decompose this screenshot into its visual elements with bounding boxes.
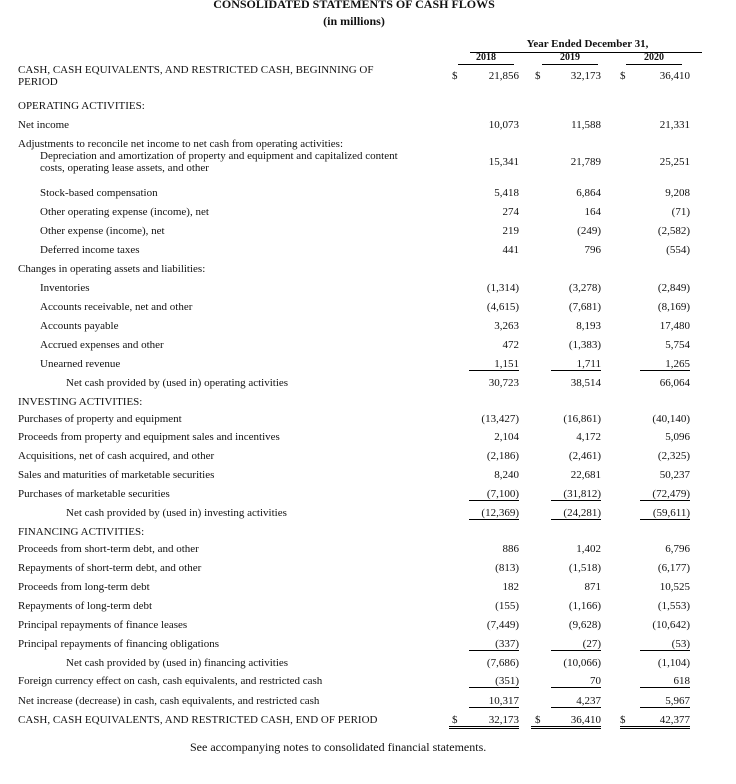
- column-header-2020: 2020: [626, 52, 682, 65]
- value-2020: 5,967: [640, 695, 690, 708]
- value-2018: 15,341: [488, 156, 519, 168]
- value-2019: (27): [551, 638, 601, 651]
- value-2019: 32,173: [570, 70, 601, 82]
- value-2020: 1,265: [640, 358, 690, 371]
- value-2020: 36,410: [659, 70, 690, 82]
- table-row: [0, 64, 736, 88]
- value-2019: (1,166): [568, 600, 601, 612]
- value-2020: (10,642): [652, 619, 690, 631]
- currency-symbol: $: [620, 70, 626, 82]
- value-2019: 36,410: [531, 714, 601, 729]
- row-label: Other expense (income), net: [40, 225, 165, 237]
- table-row: [0, 301, 736, 319]
- row-label: FINANCING ACTIVITIES:: [18, 526, 145, 538]
- value-2019: (2,461): [568, 450, 601, 462]
- value-2018: 1,151: [469, 358, 519, 371]
- table-row: [0, 320, 736, 338]
- row-label: Accounts receivable, net and other: [40, 301, 193, 313]
- column-header-2019: 2019: [542, 52, 598, 65]
- value-2018: (4,615): [486, 301, 519, 313]
- value-2020: (71): [671, 206, 690, 218]
- table-row: [0, 263, 736, 281]
- table-row: [0, 206, 736, 224]
- table-row: [0, 413, 736, 431]
- currency-symbol: $: [535, 714, 541, 726]
- table-row: [0, 431, 736, 449]
- value-2019: 1,711: [551, 358, 601, 371]
- value-2020: 42,377: [620, 714, 690, 729]
- value-2018: (13,427): [481, 413, 519, 425]
- table-row: [0, 543, 736, 561]
- value-2019: 164: [584, 206, 601, 218]
- value-2020: 5,096: [665, 431, 690, 443]
- value-2018: (7,100): [469, 488, 519, 501]
- value-2020: (1,553): [657, 600, 690, 612]
- table-row: [0, 657, 736, 675]
- value-2018: 5,418: [494, 187, 519, 199]
- row-label: Purchases of marketable securities: [18, 488, 170, 500]
- value-2019: (7,681): [568, 301, 601, 313]
- table-row: [0, 119, 736, 137]
- row-label: Foreign currency effect on cash, cash equivalents, and restricted cash: [18, 675, 323, 687]
- value-2019: 796: [584, 244, 601, 256]
- row-label: Purchases of property and equipment: [18, 413, 182, 425]
- row-label: Unearned revenue: [40, 358, 121, 370]
- value-2020: (554): [666, 244, 690, 256]
- value-2020: 17,480: [659, 320, 690, 332]
- value-2019: 4,172: [576, 431, 601, 443]
- row-label: Stock-based compensation: [40, 187, 158, 199]
- table-row: [0, 581, 736, 599]
- value-2018: 886: [502, 543, 519, 555]
- value-2020: (2,325): [657, 450, 690, 462]
- row-label: Principal repayments of financing obligations: [18, 638, 220, 650]
- column-header-2018: 2018: [458, 52, 514, 65]
- value-2020: (72,479): [640, 488, 690, 501]
- value-2018: 21,856: [488, 70, 519, 82]
- row-label: Proceeds from long-term debt: [18, 581, 150, 593]
- value-2018: 8,240: [494, 469, 519, 481]
- value-2020: 10,525: [659, 581, 690, 593]
- value-2019: 38,514: [570, 377, 601, 389]
- row-label: Changes in operating assets and liabilities:: [18, 263, 206, 275]
- value-2018: 10,073: [488, 119, 519, 131]
- table-row: [0, 526, 736, 544]
- value-2020: (6,177): [657, 562, 690, 574]
- row-label: Repayments of short-term debt, and other: [18, 562, 202, 574]
- value-2018: 472: [502, 339, 519, 351]
- value-2018: (7,449): [486, 619, 519, 631]
- value-2020: (40,140): [652, 413, 690, 425]
- table-row: [0, 339, 736, 357]
- row-label: Repayments of long-term debt: [18, 600, 153, 612]
- value-2019: 871: [584, 581, 601, 593]
- value-2020: 6,796: [665, 543, 690, 555]
- value-2018: 3,263: [494, 320, 519, 332]
- row-label: Acquisitions, net of cash acquired, and other: [18, 450, 215, 462]
- value-2019: 11,588: [571, 119, 601, 131]
- value-2018: 10,317: [469, 695, 519, 708]
- value-2018: (155): [495, 600, 519, 612]
- table-row: [0, 638, 736, 656]
- row-label: Net income: [18, 119, 70, 131]
- value-2020: (8,169): [657, 301, 690, 313]
- value-2019: (24,281): [551, 507, 601, 520]
- value-2019: 8,193: [576, 320, 601, 332]
- row-label: Sales and maturities of marketable securities: [18, 469, 215, 481]
- row-label: Net cash provided by (used in) investing activities: [66, 507, 287, 519]
- row-label: Principal repayments of finance leases: [18, 619, 188, 631]
- value-2019: (10,066): [563, 657, 601, 669]
- table-row: [0, 450, 736, 468]
- value-2020: 21,331: [659, 119, 690, 131]
- table-row: [0, 244, 736, 262]
- value-2020: 25,251: [659, 156, 690, 168]
- table-row: [0, 358, 736, 376]
- value-2020: (53): [640, 638, 690, 651]
- value-2018: (1,314): [486, 282, 519, 294]
- row-label-continued: costs, operating lease assets, and other: [40, 162, 209, 174]
- row-label-continued: PERIOD: [18, 76, 58, 88]
- footnote: See accompanying notes to consolidated financial statements.: [190, 740, 487, 754]
- row-label: CASH, CASH EQUIVALENTS, AND RESTRICTED CASH, END OF PERIOD: [18, 714, 378, 726]
- table-row: [0, 488, 736, 506]
- currency-symbol: $: [535, 70, 541, 82]
- value-2019: 70: [551, 675, 601, 688]
- row-label: Net increase (decrease) in cash, cash equivalents, and restricted cash: [18, 695, 320, 707]
- row-label: Accrued expenses and other: [40, 339, 164, 351]
- table-row: [0, 507, 736, 525]
- value-2019: (16,861): [563, 413, 601, 425]
- value-2020: (1,104): [657, 657, 690, 669]
- row-label: Depreciation and amortization of property and equipment and capitalized content: [40, 150, 398, 162]
- row-label: INVESTING ACTIVITIES:: [18, 396, 143, 408]
- value-2020: (59,611): [640, 507, 690, 520]
- value-2018: (337): [469, 638, 519, 651]
- value-2019: (31,812): [551, 488, 601, 501]
- row-label: Net cash provided by (used in) operating activities: [66, 377, 289, 389]
- row-label: Accounts payable: [40, 320, 119, 332]
- table-row: [0, 282, 736, 300]
- value-2019: 6,864: [576, 187, 601, 199]
- table-row: [0, 100, 736, 118]
- value-2019: 4,237: [551, 695, 601, 708]
- value-2018: 30,723: [488, 377, 519, 389]
- value-2019: (9,628): [568, 619, 601, 631]
- table-row: [0, 187, 736, 205]
- value-2019: 22,681: [570, 469, 601, 481]
- value-2018: 32,173: [449, 714, 519, 729]
- value-2018: 2,104: [494, 431, 519, 443]
- value-2020: (2,849): [657, 282, 690, 294]
- value-2018: (813): [495, 562, 519, 574]
- value-2018: 182: [502, 581, 519, 593]
- value-2018: 274: [502, 206, 519, 218]
- value-2019: (249): [577, 225, 601, 237]
- row-label: Other operating expense (income), net: [40, 206, 209, 218]
- statement-subtitle: (in millions): [323, 14, 385, 28]
- table-row: [0, 396, 736, 414]
- value-2020: 5,754: [665, 339, 690, 351]
- table-row: [0, 469, 736, 487]
- value-2020: 66,064: [659, 377, 690, 389]
- currency-symbol: $: [452, 714, 458, 726]
- table-row: [0, 714, 736, 732]
- table-row: [0, 150, 736, 174]
- table-row: [0, 675, 736, 693]
- currency-symbol: $: [452, 70, 458, 82]
- value-2019: 21,789: [570, 156, 601, 168]
- period-header: Year Ended December 31,: [526, 38, 649, 50]
- table-row: [0, 600, 736, 618]
- row-label: Net cash provided by (used in) financing activities: [66, 657, 289, 669]
- table-row: [0, 619, 736, 637]
- table-row: [0, 562, 736, 580]
- value-2018: 441: [502, 244, 519, 256]
- currency-symbol: $: [620, 714, 626, 726]
- value-2018: (12,369): [469, 507, 519, 520]
- value-2020: 50,237: [659, 469, 690, 481]
- row-label: Inventories: [40, 282, 90, 294]
- value-2018: (351): [469, 675, 519, 688]
- row-label: CASH, CASH EQUIVALENTS, AND RESTRICTED CASH, BEGINNING OF: [18, 64, 374, 76]
- value-2019: (1,518): [568, 562, 601, 574]
- row-label: Proceeds from property and equipment sales and incentives: [18, 431, 280, 443]
- value-2019: (1,383): [568, 339, 601, 351]
- value-2020: (2,582): [657, 225, 690, 237]
- value-2018: 219: [502, 225, 519, 237]
- row-label: Deferred income taxes: [40, 244, 140, 256]
- row-label: OPERATING ACTIVITIES:: [18, 100, 145, 112]
- table-row: [0, 225, 736, 243]
- value-2018: (7,686): [486, 657, 519, 669]
- row-label: Proceeds from short-term debt, and other: [18, 543, 199, 555]
- statement-title: CONSOLIDATED STATEMENTS OF CASH FLOWS: [213, 0, 495, 11]
- value-2020: 618: [640, 675, 690, 688]
- table-row: [0, 695, 736, 713]
- value-2019: (3,278): [568, 282, 601, 294]
- value-2019: 1,402: [576, 543, 601, 555]
- value-2020: 9,208: [665, 187, 690, 199]
- value-2018: (2,186): [486, 450, 519, 462]
- row-label: Adjustments to reconcile net income to net cash from operating activities:: [18, 138, 344, 150]
- table-row: [0, 377, 736, 395]
